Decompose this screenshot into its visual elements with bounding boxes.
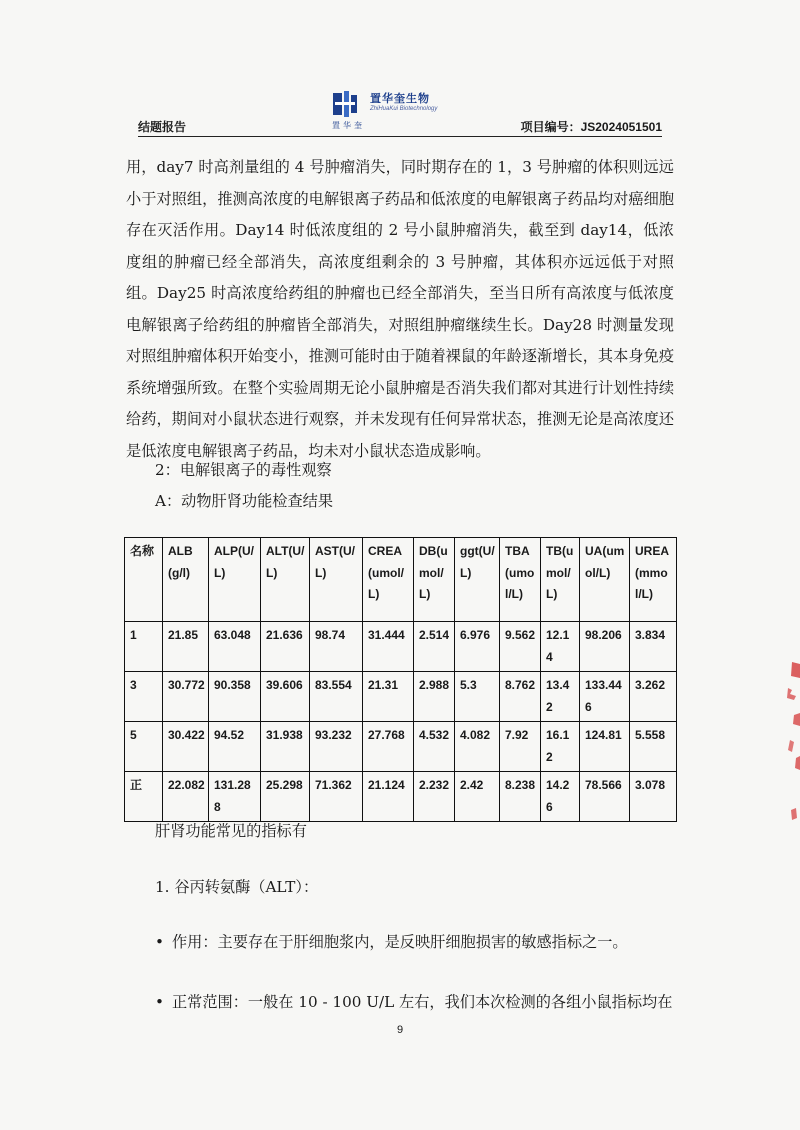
alt-item-title: 1. 谷丙转氨酶（ALT）： (155, 878, 319, 896)
table-header: DB(umol/L) (414, 538, 455, 622)
bullet-icon: • (155, 933, 164, 951)
table-cell: 90.358 (209, 672, 261, 722)
table-header: ALT(U/L) (261, 538, 310, 622)
table-cell: 2.988 (414, 672, 455, 722)
alt-range-bullet (155, 991, 672, 1012)
table-cell: 8.762 (500, 672, 541, 722)
indicators-intro: 肝肾功能常见的指标有 (155, 822, 307, 840)
header-divider (138, 136, 662, 137)
table-cell: 94.52 (209, 722, 261, 772)
table-cell: 22.082 (163, 772, 209, 822)
table-cell: 30.772 (163, 672, 209, 722)
table-cell: 5 (125, 722, 163, 772)
table-cell: 4.532 (414, 722, 455, 772)
table-header: ggt(U/L) (455, 538, 500, 622)
table-cell: 6.976 (455, 622, 500, 672)
table-header: TB(umol/L) (541, 538, 580, 622)
table-cell: 16.12 (541, 722, 580, 772)
table-header: ALB(g/l) (163, 538, 209, 622)
bullet-text: 作用：主要存在于肝细胞浆内，是反映肝细胞损害的敏感指标之一。 (171, 933, 628, 951)
liver-kidney-table (124, 537, 677, 822)
table-header: AST(U/L) (310, 538, 363, 622)
table-cell: 14.26 (541, 772, 580, 822)
table-row (125, 722, 677, 772)
alt-function-bullet (155, 931, 628, 952)
table-cell: 63.048 (209, 622, 261, 672)
table-cell: 正 (125, 772, 163, 822)
logo-seal-text: 置华奎 (332, 121, 365, 130)
project-number: 项目编号：JS2024051501 (520, 120, 662, 134)
table-header: TBA(umol/L) (500, 538, 541, 622)
red-seal-fragment-icon (770, 660, 800, 830)
table-cell: 21.636 (261, 622, 310, 672)
logo-name: 置华奎生物 (370, 93, 430, 105)
table-cell: 71.362 (310, 772, 363, 822)
bullet-text: 正常范围：一般在 10 - 100 U/L 左右，我们本次检测的各组小鼠指标均在 (171, 993, 673, 1011)
page-number: 9 (396, 1024, 404, 1036)
logo-subtitle: ZhiHuaKui Biotechnology (370, 106, 438, 112)
table-cell: 25.298 (261, 772, 310, 822)
table-cell: 98.74 (310, 622, 363, 672)
page-header (138, 88, 662, 138)
section-heading: 2：电解银离子的毒性观察 (155, 461, 332, 479)
table-cell: 27.768 (363, 722, 414, 772)
table-cell: 31.444 (363, 622, 414, 672)
table-row (125, 622, 677, 672)
table-cell: 8.238 (500, 772, 541, 822)
table-cell: 1 (125, 622, 163, 672)
table-cell: 12.14 (541, 622, 580, 672)
table-cell: 98.206 (580, 622, 630, 672)
table-header-row (125, 538, 677, 622)
table-cell: 2.232 (414, 772, 455, 822)
table-cell: 4.082 (455, 722, 500, 772)
table-cell: 39.606 (261, 672, 310, 722)
body-paragraph (126, 152, 674, 467)
table-cell: 2.42 (455, 772, 500, 822)
table-cell: 21.85 (163, 622, 209, 672)
table-header: UA(umol/L) (580, 538, 630, 622)
table-cell: 3.834 (630, 622, 677, 672)
results-paragraph: 用，day7 时高剂量组的 4 号肿瘤消失，同时期存在的 1，3 号肿瘤的体积则远远小于对照组，推测高浓度的电解银离子药品和低浓度的电解银离子药品均对癌细胞存在灭活作用。Day14 时低浓度组的 2 号小鼠肿瘤消失，截至到 day14，低浓度组的肿瘤已经全部消失，高浓度组剩余的 3 号肿瘤，其体积亦远远低于对照组。Day25 时高浓度给药组的肿瘤也已经全部消失，至当日所有高浓度与低浓度电解银离子给药组的肿瘤皆全部消失，对照组肿瘤继续生长。Day28 时测量发现对照组肿瘤体积开始变小，推测可能时由于随着裸鼠的年龄逐渐增长，其本身免疫系统增强所致。在整个实验周期无论小鼠肿瘤是否消失我们都对其进行计划性持续给药，期间对小鼠状态进行观察，并未发现有任何异常状态，推测无论是高浓度还是低浓度电解银离子药品，均未对小鼠状态造成影响。 (126, 158, 674, 460)
table-cell: 3.262 (630, 672, 677, 722)
table-cell: 30.422 (163, 722, 209, 772)
company-logo (332, 88, 462, 132)
table-header: CREA(umol/L) (363, 538, 414, 622)
table-cell: 21.124 (363, 772, 414, 822)
table-header: ALP(U/L) (209, 538, 261, 622)
table-row (125, 772, 677, 822)
table-cell: 78.566 (580, 772, 630, 822)
table-cell: 131.288 (209, 772, 261, 822)
table-cell: 5.3 (455, 672, 500, 722)
table-cell: 2.514 (414, 622, 455, 672)
table-cell: 124.81 (580, 722, 630, 772)
table-cell: 7.92 (500, 722, 541, 772)
table-cell: 133.446 (580, 672, 630, 722)
table-cell: 13.42 (541, 672, 580, 722)
table-cell: 83.554 (310, 672, 363, 722)
table-cell: 21.31 (363, 672, 414, 722)
company-logo-icon (332, 90, 358, 118)
table-cell: 3 (125, 672, 163, 722)
table-row (125, 672, 677, 722)
subsection-heading: A：动物肝肾功能检查结果 (155, 492, 334, 510)
bullet-icon: • (155, 993, 164, 1011)
table-cell: 9.562 (500, 622, 541, 672)
table-header: 名称 (125, 538, 163, 622)
table-cell: 93.232 (310, 722, 363, 772)
table-cell: 5.558 (630, 722, 677, 772)
report-type-label: 结题报告 (138, 120, 187, 134)
table-header: UREA(mmol/L) (630, 538, 677, 622)
table-cell: 31.938 (261, 722, 310, 772)
table-cell: 3.078 (630, 772, 677, 822)
